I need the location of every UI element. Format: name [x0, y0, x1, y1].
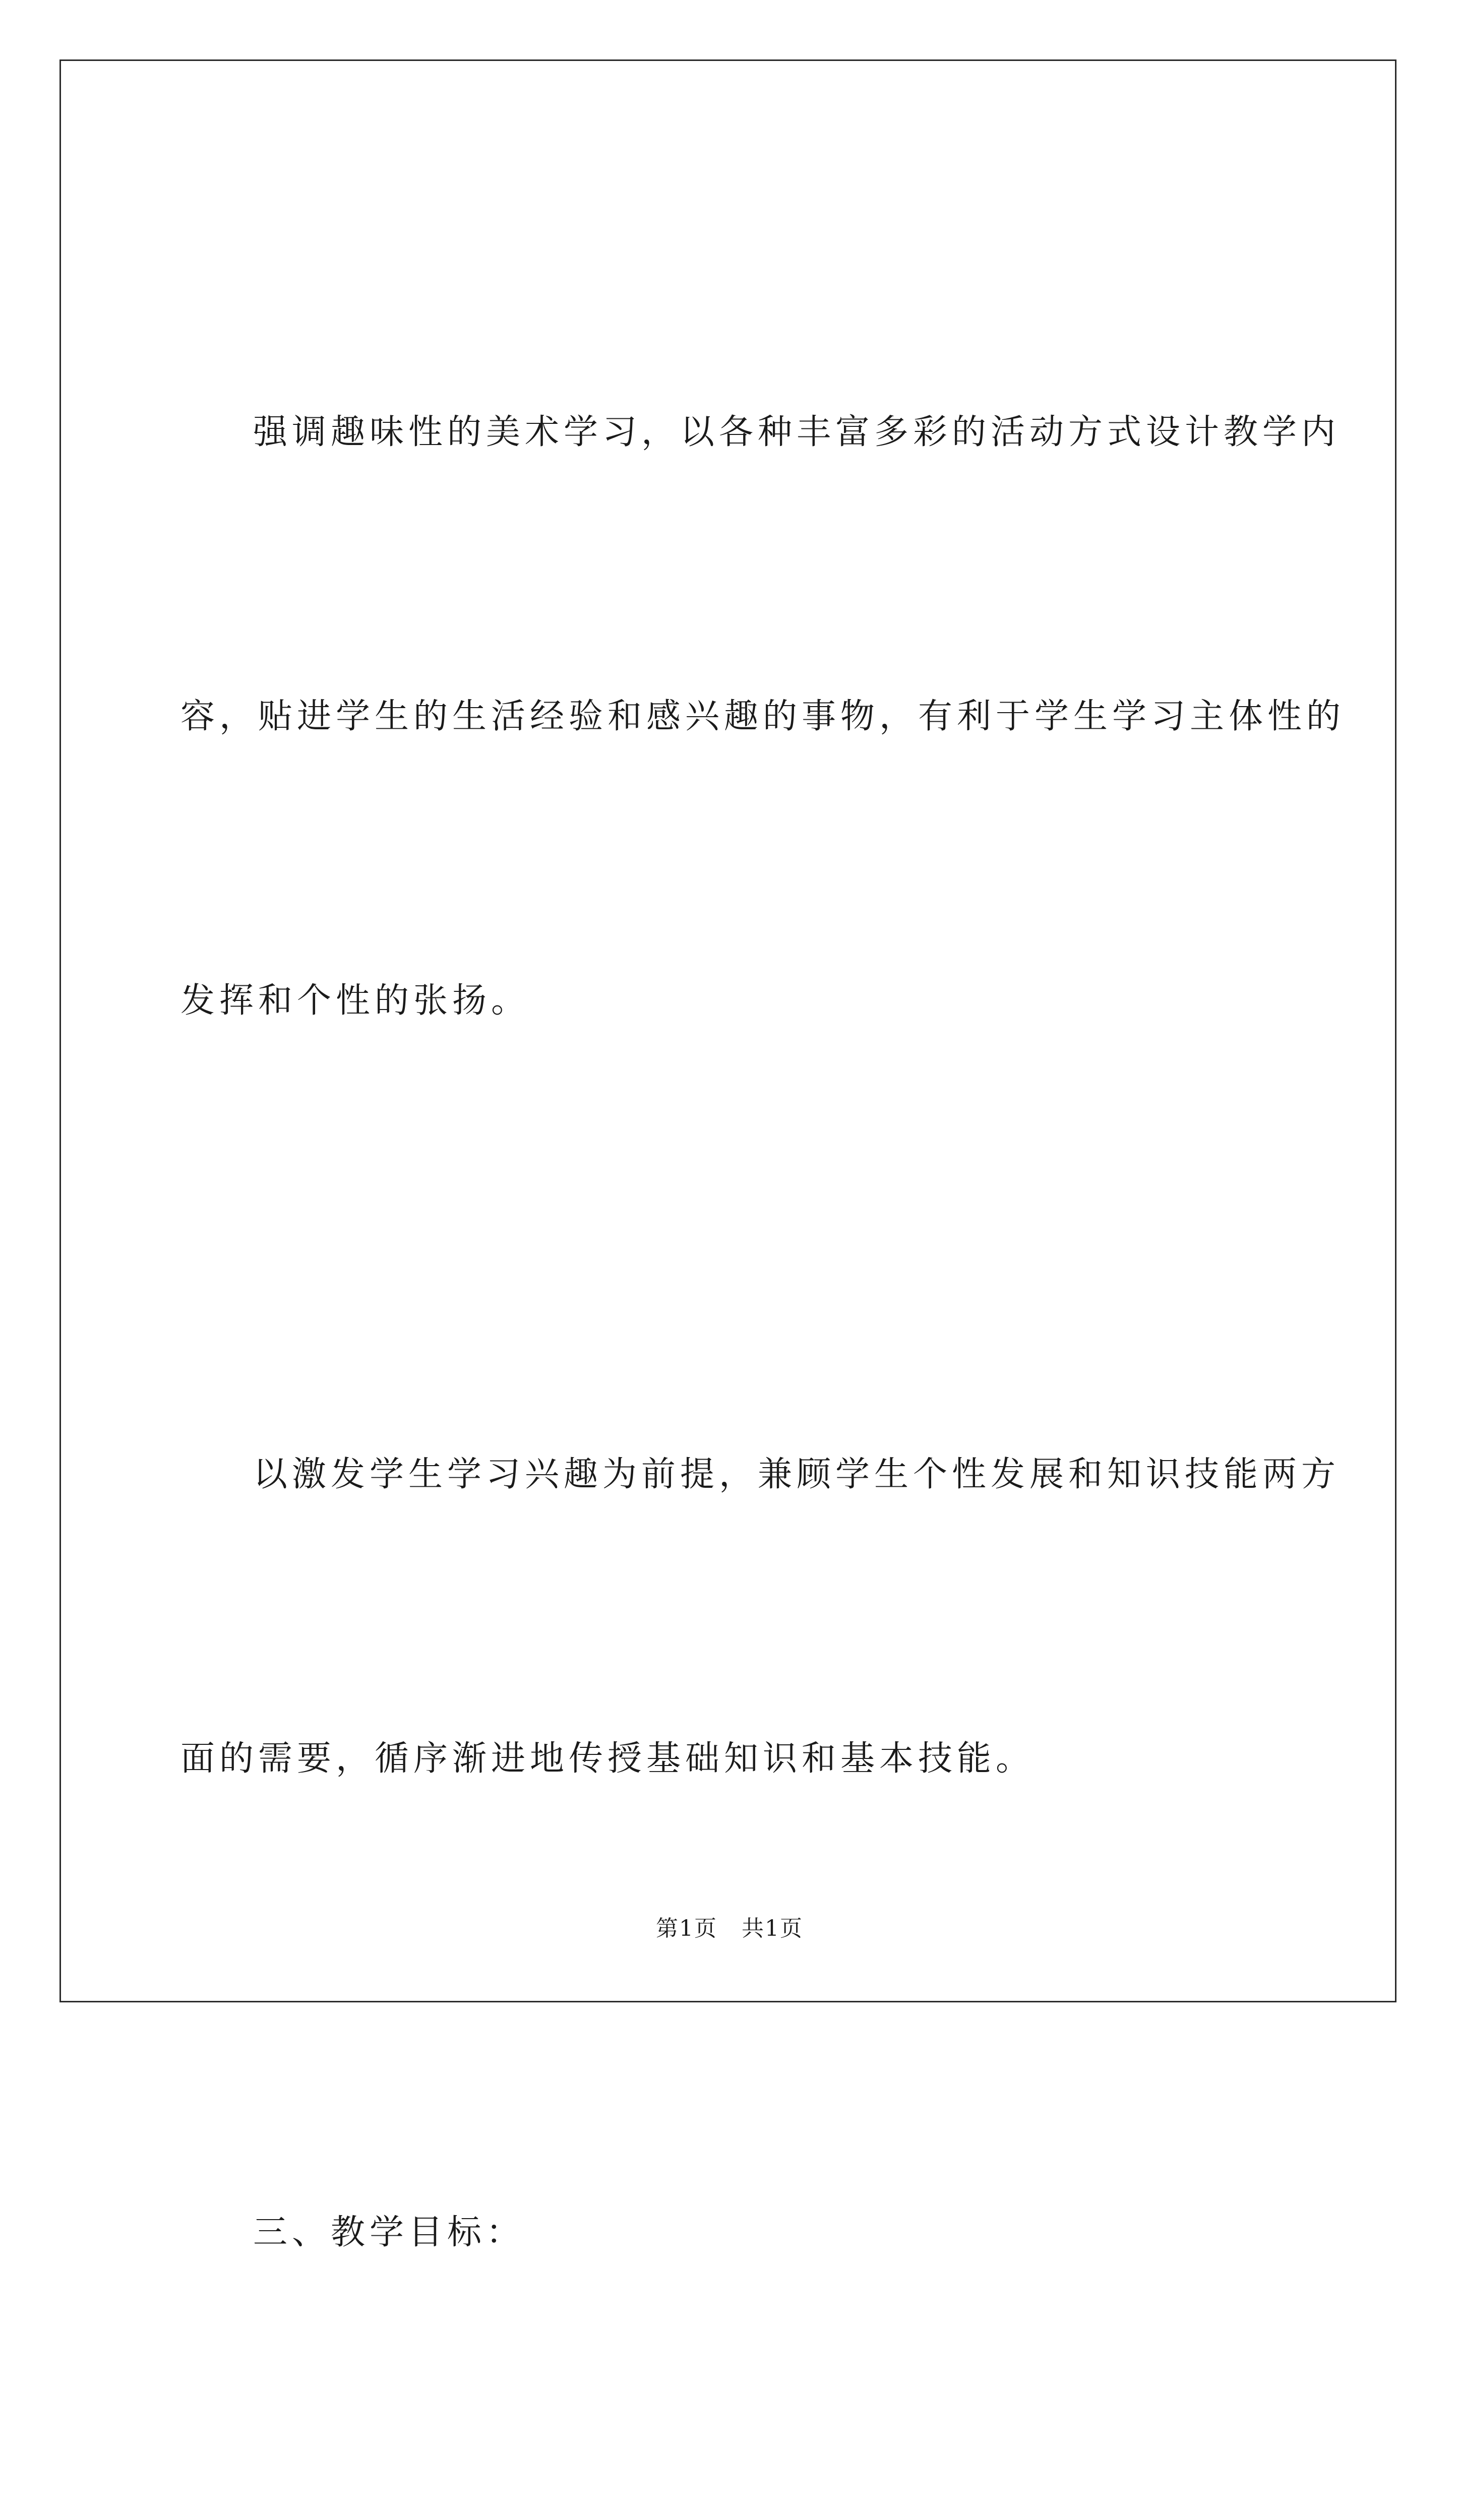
page-footer [0, 1910, 1459, 1942]
paragraph-2 [180, 1238, 1341, 1996]
page-number: 第1页 [656, 1916, 717, 1941]
page-total: 共1页 [742, 1916, 803, 1941]
text-line: 三、教学目标： [253, 2213, 525, 2252]
text-line: 以激发学生学习兴趣为前提，兼顾学生个性发展和知识技能两方 [253, 1455, 1341, 1494]
paragraph-1 [180, 196, 1346, 1238]
text-line: 发挥和个性的张扬。 [180, 981, 530, 1021]
document-body [180, 196, 1346, 2520]
goal-item-1 [180, 2470, 1320, 2520]
text-line: 面的需要，循序渐进地传授基础知识和基本技能。 [180, 1739, 1035, 1779]
text-line: 强调趣味性的美术学习，以各种丰富多彩的活动方式设计教学内 [253, 412, 1341, 452]
text-line: 容，贴进学生的生活经验和感兴趣的事物，有利于学生学习主体性的 [180, 697, 1346, 736]
section-heading-goals [180, 1996, 1320, 2470]
